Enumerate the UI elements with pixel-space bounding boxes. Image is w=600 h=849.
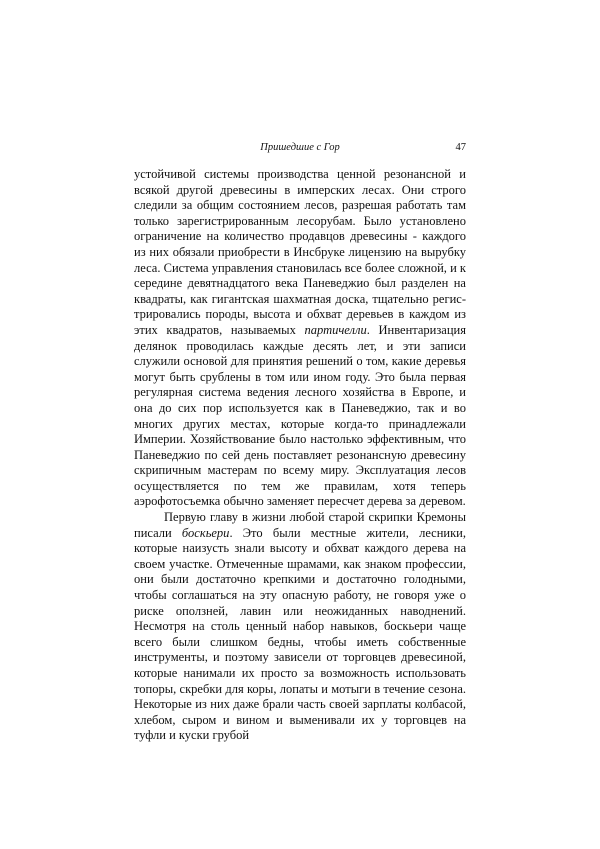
italic-term: боскьери [181,525,230,540]
page-header [134,142,466,156]
italic-term: партичелли [304,322,367,337]
paragraph-text: Первую главу в жизни любой старой скрипки Кремоны писали [134,510,466,540]
running-title: Пришедшие с Гор [260,142,340,153]
paragraph [134,510,466,744]
page-number: 47 [455,142,466,153]
paragraph-text: . Инвентаризация делянок проводилась каждые десять лет, и эти записи служили основой для принятия решений о том, какие деревья могут быть срублены в том или ином году. Это была первая регулярная система ведения лесного хозяйства в Европе, и она до сих пор используется как в Паневеджио, так и во многих других местах, которые когда-то принадлежали Империи. Хозяйствование было настолько эффективным, что Паневеджио по сей день поставляет резонансную древесину скрипичным мастерам по всему миру. Эксплуатация лесов осуществляется по тем же правилам, хотя теперь аэрофотосъемка обычно заменяет пересчет дерева за деревом. [134,322,466,509]
paragraph [134,167,466,510]
body-text [134,167,466,744]
paragraph-text: . Это были местные жители, лесники, которые наизусть знали высоту и обхват каждого дерева на своем участке. Отмеченные шрамами, как знаком профессии, они были достаточно крепкими и достаточно голодными, чтобы соглашаться на эту опасную работу, не говоря уже о риске оползней, лавин или неожиданных наводнений. Несмотря на столь ценный набор навыков, боскьери чаще всего были слишком бедны, чтобы иметь собственные инструменты, и поэтому зависели от торговцев древесиной, которые нанимали их просто за возможность использовать топоры, скребки для коры, лопаты и мотыги в течение сезона. Некоторые из них даже брали часть своей зарплаты колбасой, хлебом, сыром и вином и выменивали их у торговцев на туфли и куски грубой [134,525,467,743]
paragraph-text: устойчивой системы производства ценной резонансной и всякой другой древесины в имперских лесах. Они строго следили за общим состоянием лесов, разрешая работать там только зарегистрированным лесорубам. Было установлено ограничение на количество продавцов древесины - каждого из них обязали приобрести в Инсбруке лицензию на вырубку леса. Система управления становилась все более сложной, и к середине девятнадцатого века Паневеджио был разделен на квадраты, как гигантская шахматная доска, тщательно регис-трировались породы, высота и обхват деревьев в каждом из этих квадратов, называемых [134,167,466,337]
